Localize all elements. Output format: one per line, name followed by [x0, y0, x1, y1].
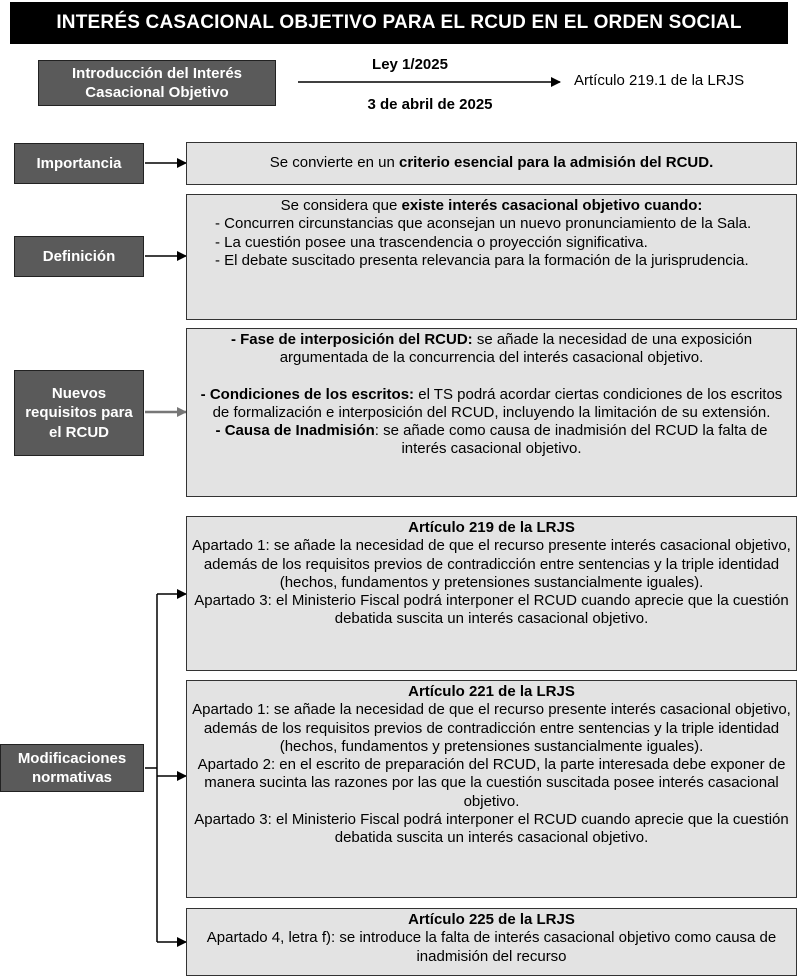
definicion-item-3: - El debate suscitado presenta relevancia para la formación de la jurisprudencia. — [215, 251, 749, 269]
requisito-1-bold: - Fase de interposición del RCUD: — [230, 331, 473, 348]
definicion-box — [186, 194, 797, 320]
requisito-3-bold: - Causa de Inadmisión — [215, 422, 375, 440]
articulo-219-apartado-3: Apartado 3: el Ministerio Fiscal podrá interponer el RCUD cuando aprecie que la cuestión debatida suscita un interés casacional objetivo. — [194, 592, 789, 628]
articulo-221-apartado-3: Apartado 3: el Ministerio Fiscal podrá interponer el RCUD cuando aprecie que la cuestión debatida suscita un interés casacional objetivo. — [194, 811, 789, 847]
requisitos-label-2: requisitos para — [25, 404, 133, 422]
law-label: Ley 1/2025 — [372, 56, 448, 73]
definicion-item-1: - Concurren circunstancias que aconsejan un nuevo pronunciamiento de la Sala. — [215, 215, 752, 233]
intro-box — [38, 60, 276, 106]
articulo-225-apartado-4: Apartado 4, letra f): se introduce la falta de interés casacional objetivo como causa de inadmisión del recurso — [206, 929, 777, 965]
requisito-2-bold: - Condiciones de los escritos: — [200, 385, 415, 403]
requisito-2 — [191, 386, 792, 423]
intro-box-line2: Casacional Objetivo — [85, 84, 229, 101]
date-label: 3 de abril de 2025 — [367, 96, 493, 113]
page-title: INTERÉS CASACIONAL OBJETIVO PARA EL RCUD EN EL ORDEN SOCIAL — [10, 2, 788, 44]
requisitos-label-1: Nuevos — [51, 384, 107, 402]
definicion-label: Definición — [14, 236, 144, 277]
importancia-text: Se convierte en un — [269, 154, 399, 172]
modificaciones-label — [0, 744, 144, 792]
definicion-head-bold: existe interés casacional objetivo cuando: — [401, 197, 703, 214]
importancia-emphasis: criterio esencial para la admisión del RCUD. — [398, 154, 714, 172]
requisitos-label — [14, 370, 144, 456]
requisitos-box — [186, 328, 797, 497]
articulo-221-box — [186, 680, 797, 898]
articulo-221-apartado-2: Apartado 2: en el escrito de preparación del RCUD, la parte interesada debe exponer de manera sucinta las razones por las que la cuestión suscitada posee interés casacional objetivo. — [197, 756, 786, 810]
importancia-box — [186, 142, 797, 185]
requisito-1-text: se añade la necesidad de una exposición argumentada de la concurrencia del interés casacional objetivo. — [279, 331, 753, 367]
importancia-label: Importancia — [14, 143, 144, 184]
requisitos-label-3: el RCUD — [48, 423, 109, 441]
articulo-221-apartado-1: Apartado 1: se añade la necesidad de que el recurso presente interés casacional objetivo, además de los requisitos previos de contradicción entre sentencias y la triple identidad (hechos, fundamentos y pretensiones sustancialmente iguales). — [192, 701, 791, 755]
requisito-3-text: : se añade como causa de inadmisión del RCUD la falta de interés casacional objetivo. — [374, 422, 768, 458]
articulo-219-apartado-1: Apartado 1: se añade la necesidad de que el recurso presente interés casacional objetivo, además de los requisitos previos de contradicción entre sentencias y la triple identidad (hechos, fundamentos y pretensiones sustancialmente iguales). — [192, 537, 791, 591]
requisito-3 — [191, 422, 792, 459]
modificaciones-label-1: Modificaciones — [17, 749, 127, 767]
articulo-221-title: Artículo 221 de la LRJS — [408, 683, 575, 700]
articulo-225-title: Artículo 225 de la LRJS — [408, 911, 575, 928]
definicion-head: Se considera que — [280, 197, 402, 214]
requisito-2-text: el TS podrá acordar ciertas condiciones de los escritos de formalización e interposición del RCUD, incluyendo la limitación de su extensión. — [212, 385, 783, 421]
requisito-1 — [191, 331, 792, 368]
intro-box-line1: Introducción del Interés — [71, 64, 243, 82]
definicion-item-2: - La cuestión posee una trascendencia o proyección significativa. — [215, 233, 648, 251]
intro-target: Artículo 219.1 de la LRJS — [574, 72, 745, 89]
articulo-225-box — [186, 908, 797, 976]
articulo-219-box — [186, 516, 797, 671]
articulo-219-title: Artículo 219 de la LRJS — [408, 519, 575, 536]
modificaciones-label-2: normativas — [31, 769, 113, 786]
